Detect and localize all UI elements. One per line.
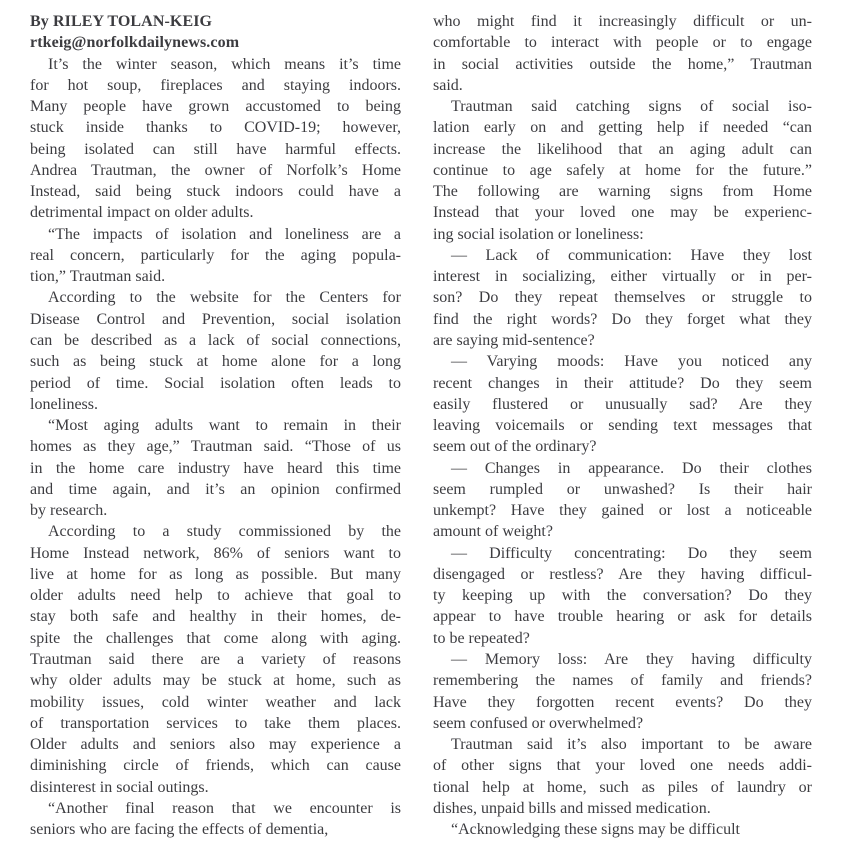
article-text-line: tion,” Trautman said. xyxy=(30,268,166,286)
article-text-line: such as being stuck at home alone for a long xyxy=(30,353,401,371)
article-text-line: Instead, said being stuck indoors could have a xyxy=(30,183,401,201)
article-text-line: Home Instead network, 86% of seniors want to xyxy=(30,544,401,562)
article-text-line: detrimental impact on older adults. xyxy=(30,204,254,222)
article-text-line: disinterest in social outings. xyxy=(30,778,209,796)
article-text-line: Instead that your loved one may be experienc- xyxy=(433,204,812,222)
article-text-line: in social activities outside the home,” Trautman xyxy=(433,55,812,73)
article-text-line: dishes, unpaid bills and missed medication. xyxy=(433,799,711,817)
article-text-line: ing social isolation or loneliness: xyxy=(433,225,644,243)
article-text-line: by research. xyxy=(30,502,108,520)
article-text-line: seem out of the ordinary? xyxy=(433,438,597,456)
article-text-line: Have they forgotten recent events? Do they xyxy=(433,693,812,711)
article-text-line: “The impacts of isolation and loneliness are a xyxy=(48,225,401,243)
article-text-line: find the right words? Do they forget what they xyxy=(433,310,812,328)
article-text-line: real concern, particularly for the aging popula- xyxy=(30,246,401,264)
article-text-line: of transportation services to take them places. xyxy=(30,714,401,732)
article-text-line: continue to age safely at home for the future.” xyxy=(433,161,812,179)
article-text-line: loneliness. xyxy=(30,395,98,413)
article-text-line: According to the website for the Centers for xyxy=(48,289,401,307)
article-text-line: appear to have trouble hearing or ask for details xyxy=(433,608,812,626)
article-text-line: Trautman said it’s also important to be aware xyxy=(451,736,812,754)
article-text-line: leaving voicemails or sending text messages that xyxy=(433,417,812,435)
article-text-line: being isolated can still have harmful effects. xyxy=(30,140,401,158)
article-text-line: “Acknowledging these signs may be difficult xyxy=(451,821,740,839)
article-text-line: remembering the names of family and friends? xyxy=(433,672,812,690)
article-text-line: who might find it increasingly difficult or un- xyxy=(433,13,812,30)
left-column-lines xyxy=(30,54,401,841)
article-text-line: in the home care industry have heard this time xyxy=(30,459,401,477)
article-text-line: Andrea Trautman, the owner of Norfolk’s Home xyxy=(30,161,401,179)
article-text-line: seniors who are facing the effects of dementia, xyxy=(30,821,329,839)
left-column xyxy=(30,11,401,840)
article-text-line: ty keeping up with the conversation? Do they xyxy=(433,587,812,605)
article-text-line: to be repeated? xyxy=(433,629,530,647)
article-text-line: unkempt? Have they gained or lost a noticeable xyxy=(433,502,812,520)
article-text-line: period of time. Social isolation often leads to xyxy=(30,374,401,392)
article-text-line: amount of weight? xyxy=(433,523,553,541)
right-column-lines xyxy=(433,11,812,840)
article-text-line: Older adults and seniors also may experience a xyxy=(30,736,401,754)
article-text-line: Many people have grown accustomed to being xyxy=(30,98,401,116)
article-text-line: comfortable to interact with people or to engage xyxy=(433,34,812,52)
article-text-line: stuck inside thanks to COVID-19; however, xyxy=(30,119,401,137)
article-text-line: tional help at home, such as piles of laundry or xyxy=(433,778,812,796)
article-text-line: increase the likelihood that an aging adult can xyxy=(433,140,812,158)
article-text-line: seem confused or overwhelmed? xyxy=(433,714,644,732)
article-text-line: — Memory loss: Are they having difficulty xyxy=(451,650,812,668)
article-text-line: and time again, and it’s an opinion confirmed xyxy=(30,480,401,498)
article-text-line: — Lack of communication: Have they lost xyxy=(451,246,812,264)
article-text-line: can be described as a lack of social connections, xyxy=(30,331,401,349)
article-text-line: It’s the winter season, which means it’s time xyxy=(48,55,401,73)
article-text-line: The following are warning signs from Home xyxy=(433,183,812,201)
article-text-line: lation early on and getting help if needed “can xyxy=(433,119,812,137)
article-text-line: Trautman said there are a variety of reasons xyxy=(30,650,401,668)
article-text-line: “Most aging adults want to remain in their xyxy=(48,417,401,435)
article-text-line: recent changes in their attitude? Do they seem xyxy=(433,374,812,392)
article-text-line: Trautman said catching signs of social iso- xyxy=(451,98,812,116)
article-text-line: interest in socializing, either virtually or in per- xyxy=(433,268,812,286)
article-text-line: live at home for as long as possible. But many xyxy=(30,565,401,583)
article-text-line: older adults need help to achieve that goal to xyxy=(30,587,401,605)
article-text-line: According to a study commissioned by the xyxy=(48,523,401,541)
article-text-line: seem rumpled or unwashed? Is their hair xyxy=(433,480,812,498)
article-text-line: spite the challenges that come along with aging. xyxy=(30,629,401,647)
article-text-line: diminishing circle of friends, which can cause xyxy=(30,757,401,775)
article-text-line: of other signs that your loved one needs addi- xyxy=(433,757,812,775)
article-text-line: easily flustered or unusually sad? Are they xyxy=(433,395,812,413)
article-text-line: son? Do they repeat themselves or struggle to xyxy=(433,289,812,307)
article-text-line: — Varying moods: Have you noticed any xyxy=(451,353,812,371)
article-text-line: stay both safe and healthy in their homes, de- xyxy=(30,608,401,626)
article-text-line: said. xyxy=(433,76,463,94)
right-column xyxy=(433,11,812,840)
article-text-line: — Changes in appearance. Do their clothes xyxy=(451,459,812,477)
author-email: rtkeig@norfolkdailynews.com xyxy=(30,34,240,52)
article-text-line: for hot soup, fireplaces and staying indoors. xyxy=(30,76,401,94)
article-text-line: — Difficulty concentrating: Do they seem xyxy=(451,544,812,562)
article-text-line: disengaged or restless? Are they having difficul- xyxy=(433,565,812,583)
article-text-line: Disease Control and Prevention, social isolation xyxy=(30,310,401,328)
byline: By RILEY TOLAN-KEIG xyxy=(30,13,213,30)
article-text-line: why older adults may be stuck at home, such as xyxy=(30,672,401,690)
article-text-line: homes as they age,” Trautman said. “Those of us xyxy=(30,438,401,456)
article-text-line: “Another final reason that we encounter is xyxy=(48,799,401,817)
article-text-line: mobility issues, cold winter weather and lack xyxy=(30,693,401,711)
article-text-line: are saying mid-sentence? xyxy=(433,331,595,349)
